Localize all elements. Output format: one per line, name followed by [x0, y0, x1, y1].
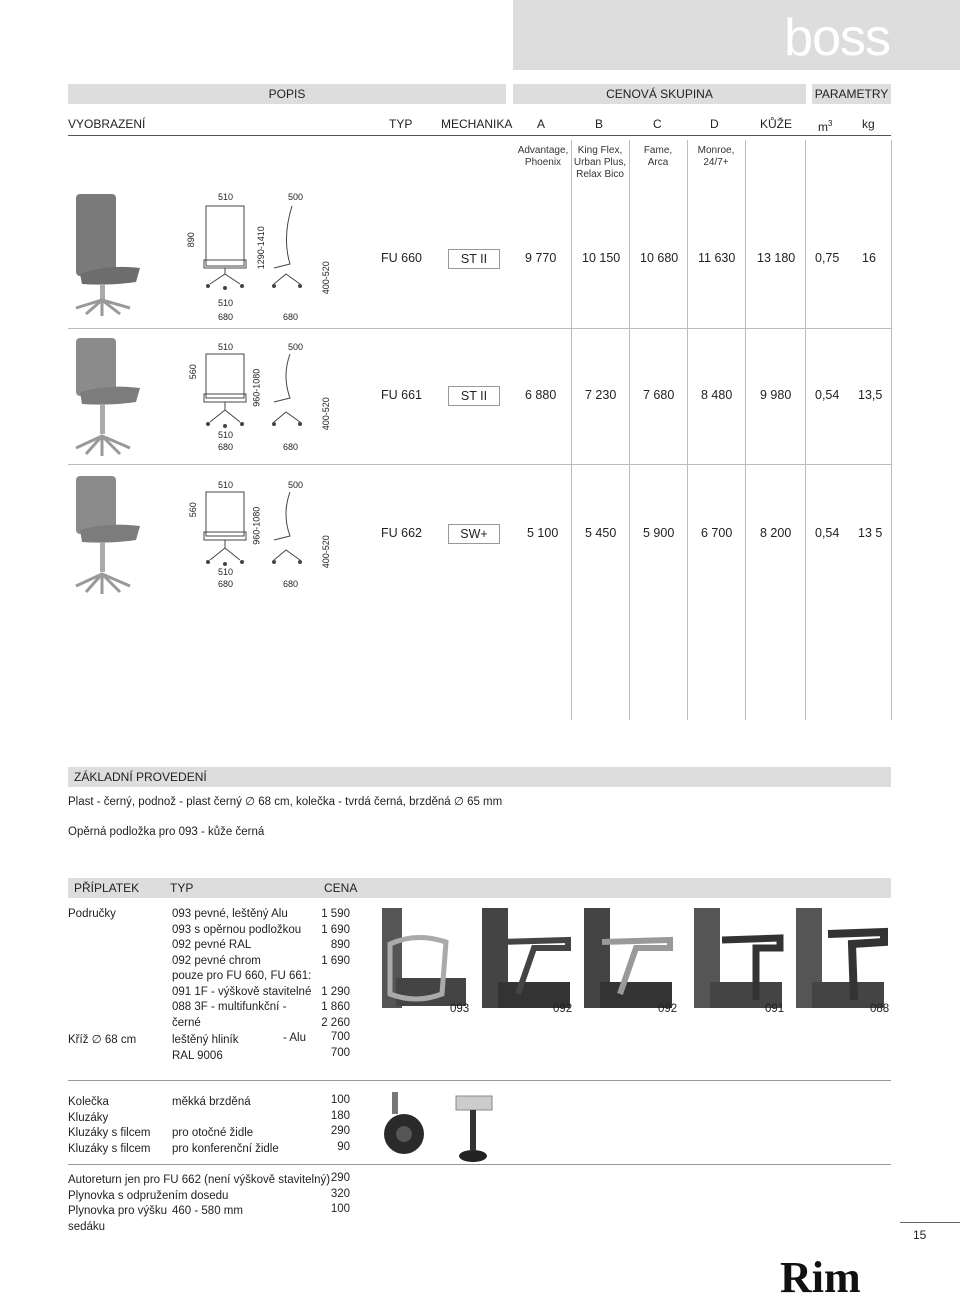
dim-seat: 400-520	[320, 397, 331, 431]
dim-w-seat: 510	[218, 298, 234, 308]
dim-seat: 400-520	[320, 535, 331, 569]
dim-base1: 680	[218, 442, 234, 452]
dim-w-top: 510	[218, 480, 234, 490]
dim-w-seat: 510	[218, 430, 234, 440]
dim-w-top: 510	[218, 192, 234, 202]
col-kg: kg	[862, 117, 875, 131]
price-d-fu661: 8 480	[701, 388, 733, 402]
priplatek-header	[68, 878, 891, 898]
dim-back: 560	[187, 364, 198, 380]
dim-height: 960-1080	[251, 506, 262, 545]
arm-code-092-chrom: 092	[658, 1003, 678, 1015]
kolecka-labels: Kolečka Kluzáky Kluzáky s filcem Kluzáky s filcem	[68, 1096, 151, 1155]
dim-height: 960-1080	[251, 368, 262, 407]
col-m3: $m^3$	[818, 119, 833, 134]
dim-d-top: 500	[288, 342, 304, 352]
arm-code-088: 088	[870, 1003, 890, 1015]
kriz-types: leštěný hliník RAL 9006	[172, 1034, 239, 1062]
cenova-skupina-header: CENOVÁ SKUPINA	[513, 84, 806, 104]
price-kuze-fu661: 9 980	[760, 388, 792, 402]
col-c: C	[653, 117, 662, 131]
price-c-fu662: 5 900	[643, 526, 675, 540]
zakladni-provedeni-title: ZÁKLADNÍ PROVEDENÍ	[68, 767, 891, 787]
dim-height: 1290-1410	[255, 226, 266, 270]
priplatek-title: PŘÍPLATEK	[74, 881, 140, 895]
price-a-fu661: 6 880	[525, 388, 557, 402]
rim-logo: Rim	[780, 1253, 861, 1302]
typ-fu661: FU 661	[381, 388, 422, 402]
brand-header	[513, 0, 960, 70]
mechanika-fu660: ST II	[448, 249, 500, 269]
col-kuze: KŮŽE	[760, 117, 793, 131]
col-a: A	[537, 117, 546, 131]
price-b-fu662: 5 450	[585, 526, 617, 540]
typ-fu660: FU 660	[381, 251, 422, 265]
other-prices: 290 320 100	[330, 1172, 350, 1215]
dim-base1: 680	[218, 579, 234, 589]
col-b: B	[595, 117, 604, 131]
kg-fu660: 16	[862, 251, 876, 265]
group-c: Fame, Arca	[643, 145, 673, 168]
header-rule	[68, 135, 891, 136]
chair-image-fu661	[68, 330, 178, 458]
plynovka-range: 460 - 580 mm	[172, 1205, 243, 1217]
dim-w-seat: 510	[218, 567, 234, 577]
price-c-fu660: 10 680	[640, 251, 679, 265]
col-mechanika: MECHANIKA	[441, 117, 513, 131]
dim-base2: 680	[283, 579, 299, 589]
group-d: Monroe, 24/7+	[697, 145, 735, 168]
m3-fu660: 0,75	[815, 251, 840, 265]
caster-photo	[374, 1090, 434, 1160]
price-a-fu660: 9 770	[525, 251, 557, 265]
kg-fu662: 13 5	[858, 526, 883, 540]
dim-d-top: 500	[288, 480, 304, 490]
typ-fu662: FU 662	[381, 526, 422, 540]
mechanika-fu661: ST II	[448, 386, 500, 406]
chair-image-fu660	[68, 190, 178, 318]
dim-d-top: 500	[288, 192, 304, 202]
kolecka-prices: 100 180 290 90	[330, 1094, 350, 1153]
glide-photo	[450, 1090, 498, 1168]
price-d-fu660: 11 630	[698, 251, 736, 265]
kriz-label: Kříž ∅ 68 cm	[68, 1034, 137, 1046]
podrucky-label: Područky	[68, 908, 116, 920]
arm-code-091: 091	[765, 1003, 785, 1015]
dim-w-top: 510	[218, 342, 234, 352]
kriz-prices: 700 700	[330, 1031, 350, 1059]
price-b-fu660: 10 150	[582, 251, 621, 265]
arm-code-093: 093	[450, 1003, 470, 1015]
group-b: King Flex, Urban Plus, Relax Bico	[573, 145, 627, 180]
dim-base2: 680	[283, 312, 299, 322]
chair-image-fu662	[68, 468, 178, 596]
group-a: Advantage, Phoenix	[517, 145, 569, 168]
price-a-fu662: 5 100	[527, 526, 559, 540]
priplatek-cena: CENA	[324, 881, 358, 895]
other-labels: Autoreturn jen pro FU 662 (není výškově stavitelný) Plynovka s odpružením dosedu Plynovka pro výšku sedáku	[68, 1174, 331, 1233]
kolecka-types: měkká brzděná pro otočné židle pro konferenční židle	[172, 1096, 279, 1155]
dim-back: 890	[185, 232, 196, 248]
priplatek-typ: TYP	[170, 881, 194, 895]
m3-fu661: 0,54	[815, 388, 840, 402]
podrucky-prices: 1 590 1 690 890 1 690 1 290 1 860 2 260	[321, 908, 350, 1029]
col-vyobrazeni: VYOBRAZENÍ	[68, 117, 146, 131]
price-d-fu662: 6 700	[701, 526, 733, 540]
dim-base2: 680	[283, 442, 299, 452]
dim-seat: 400-520	[320, 261, 331, 295]
col-d: D	[710, 117, 719, 131]
zakladni-line2: Opěrná podložka pro 093 - kůže černá	[68, 826, 265, 838]
dim-back: 560	[187, 502, 198, 518]
m3-fu662: 0,54	[815, 526, 840, 540]
kg-fu661: 13,5	[858, 388, 883, 402]
page-number: 15	[913, 1228, 927, 1242]
parametry-header: PARAMETRY	[812, 84, 891, 104]
price-b-fu661: 7 230	[585, 388, 617, 402]
col-typ: TYP	[389, 117, 413, 131]
brand-title: boss	[784, 9, 890, 67]
podrucky-types: 093 pevné, leštěný Alu 093 s opěrnou podložkou 092 pevné RAL 092 pevné chrom pouze pro FU 660, FU 661: 091 1F - výškově stavitelné 088 3F - multifunkční - černé - Alu	[172, 908, 312, 1044]
price-kuze-fu662: 8 200	[760, 526, 792, 540]
price-c-fu661: 7 680	[643, 388, 675, 402]
dim-base1: 680	[218, 312, 234, 322]
price-kuze-fu660: 13 180	[757, 251, 796, 265]
zakladni-line1: Plast - černý, podnož - plast černý ∅ 68 cm, kolečka - tvrdá černá, brzděná ∅ 65 mm	[68, 796, 503, 808]
mechanika-fu662: SW+	[448, 524, 500, 544]
popis-header: POPIS	[68, 84, 506, 104]
arm-code-092-ral: 092	[553, 1003, 573, 1015]
